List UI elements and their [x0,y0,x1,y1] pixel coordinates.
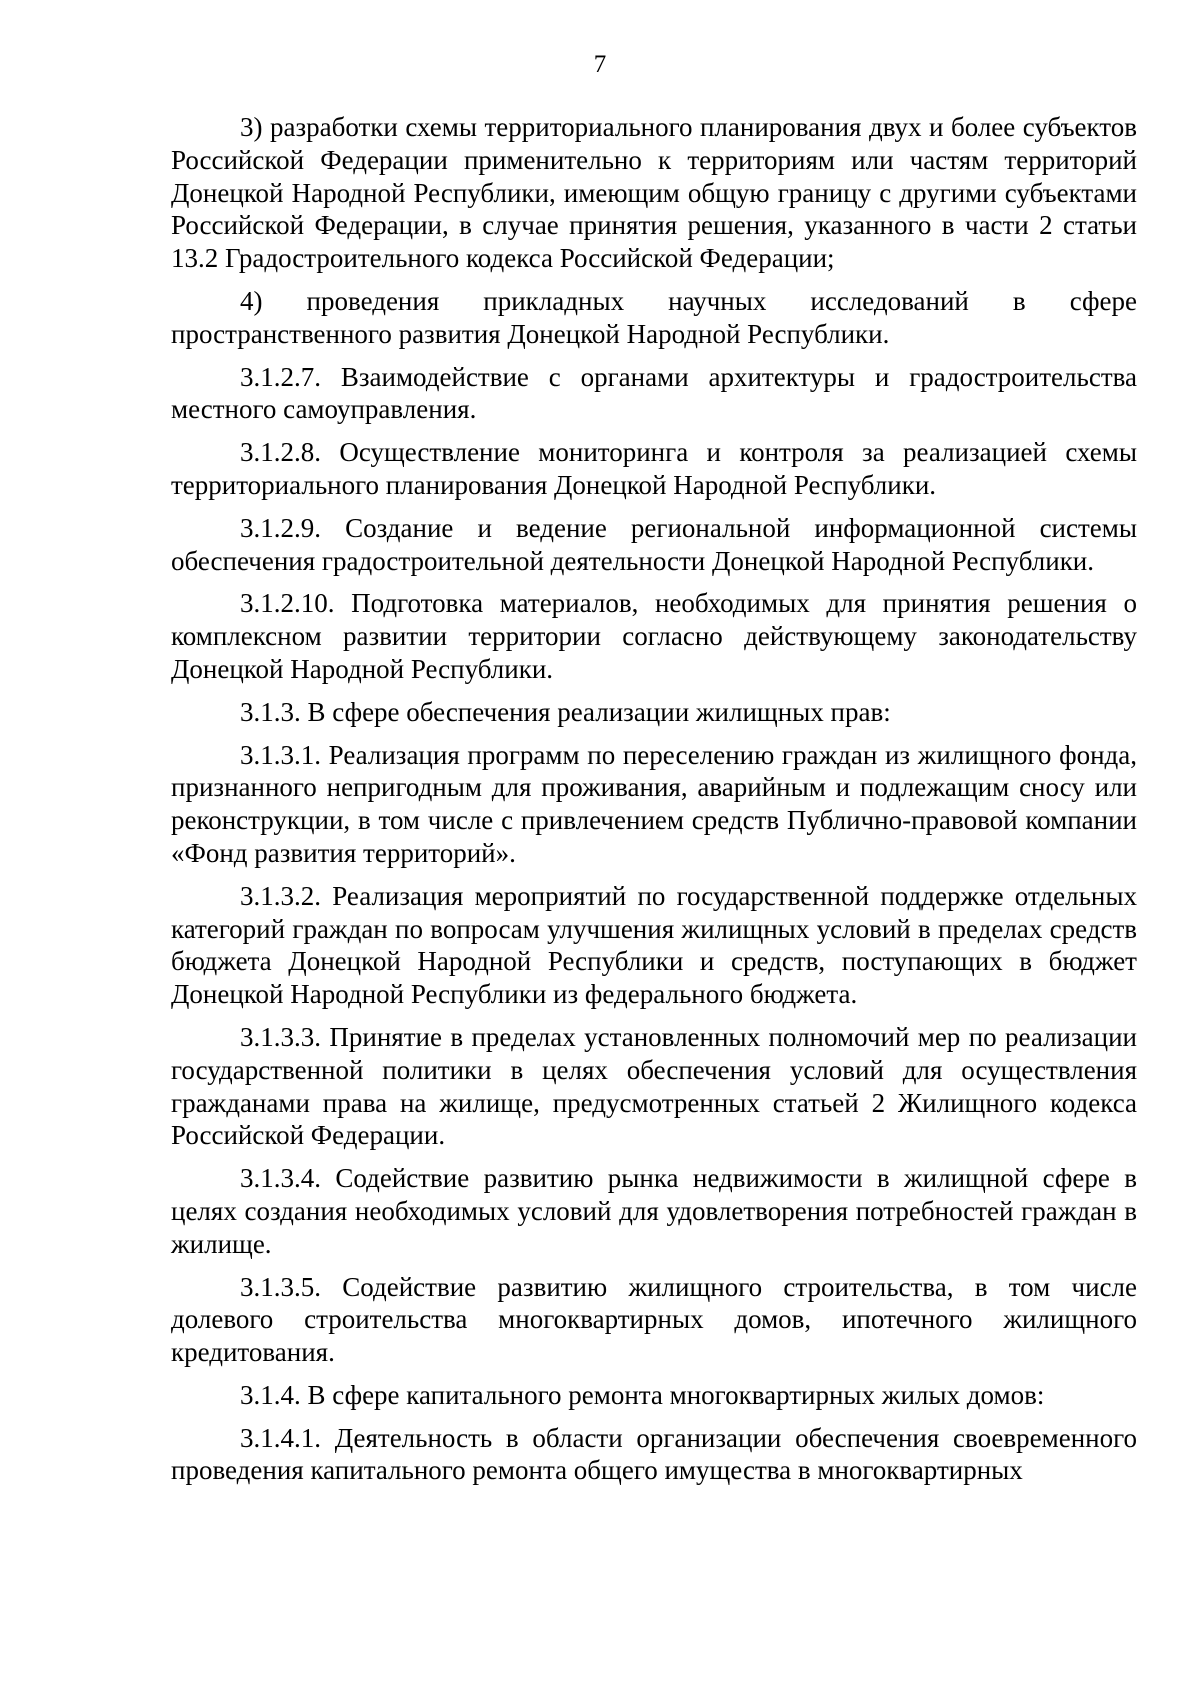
paragraph-3-1-2-9: 3.1.2.9. Создание и ведение региональной информационной системы обеспечения градостроительной деятельности Донецкой Народной Республики. [171,512,1137,576]
paragraph-3-1-3-3: 3.1.3.3. Принятие в пределах установленных полномочий мер по реализации государственной политики в целях обеспечения условий для осуществления гражданами права на жилище, предусмотренных статьей 2 Жилищного кодекса Российской Федерации. [171,1021,1137,1151]
page-number: 7 [593,51,607,78]
paragraph-3-1-3-2: 3.1.3.2. Реализация мероприятий по государственной поддержке отдельных категорий граждан по вопросам улучшения жилищных условий в пределах средств бюджета Донецкой Народной Республики и средств, поступающих в бюджет Донецкой Народной Республики из федерального бюджета. [171,880,1137,1010]
paragraph-3-1-2-8: 3.1.2.8. Осуществление мониторинга и контроля за реализацией схемы территориального планирования Донецкой Народной Республики. [171,437,1137,500]
document-body [171,111,1137,1497]
paragraph-item-4: 4) проведения прикладных научных исследований в сфере пространственного развития Донецкой Народной Республики. [171,285,1137,349]
paragraph-3-1-3-4: 3.1.3.4. Содействие развитию рынка недвижимости в жилищной сфере в целях создания необходимых условий для удовлетворения потребностей граждан в жилище. [171,1163,1137,1259]
paragraph-item-3: 3) разработки схемы территориального планирования двух и более субъектов Российской Федерации применительно к территориям или частям территорий Донецкой Народной Республики, имеющим общую границу с другими субъектами Российской Федерации, в случае принятия решения, указанного в части 2 статьи 13.2 Градостроительного кодекса Российской Федерации; [171,112,1137,274]
paragraph-3-1-3-1: 3.1.3.1. Реализация программ по переселению граждан из жилищного фонда, признанного непригодным для проживания, аварийным и подлежащим сносу или реконструкции, в том числе с привлечением средств Публично-правовой компании «Фонд развития территорий». [171,739,1137,868]
paragraph-3-1-2-10: 3.1.2.10. Подготовка материалов, необходимых для принятия решения о комплексном развитии территории согласно действующему законодательству Донецкой Народной Республики. [171,588,1137,684]
paragraph-3-1-2-7: 3.1.2.7. Взаимодействие с органами архитектуры и градостроительства местного самоуправления. [171,361,1137,425]
paragraph-3-1-4-1: 3.1.4.1. Деятельность в области организации обеспечения своевременного проведения капитального ремонта общего имущества в многоквартирных [171,1422,1137,1486]
paragraph-3-1-3-5: 3.1.3.5. Содействие развитию жилищного строительства, в том числе долевого строительства многоквартирных домов, ипотечного жилищного кредитования. [171,1271,1137,1368]
section-heading-3-1-4: 3.1.4. В сфере капитального ремонта многоквартирных жилых домов: [240,1379,1045,1410]
section-heading-3-1-3: 3.1.3. В сфере обеспечения реализации жилищных прав: [240,696,891,727]
